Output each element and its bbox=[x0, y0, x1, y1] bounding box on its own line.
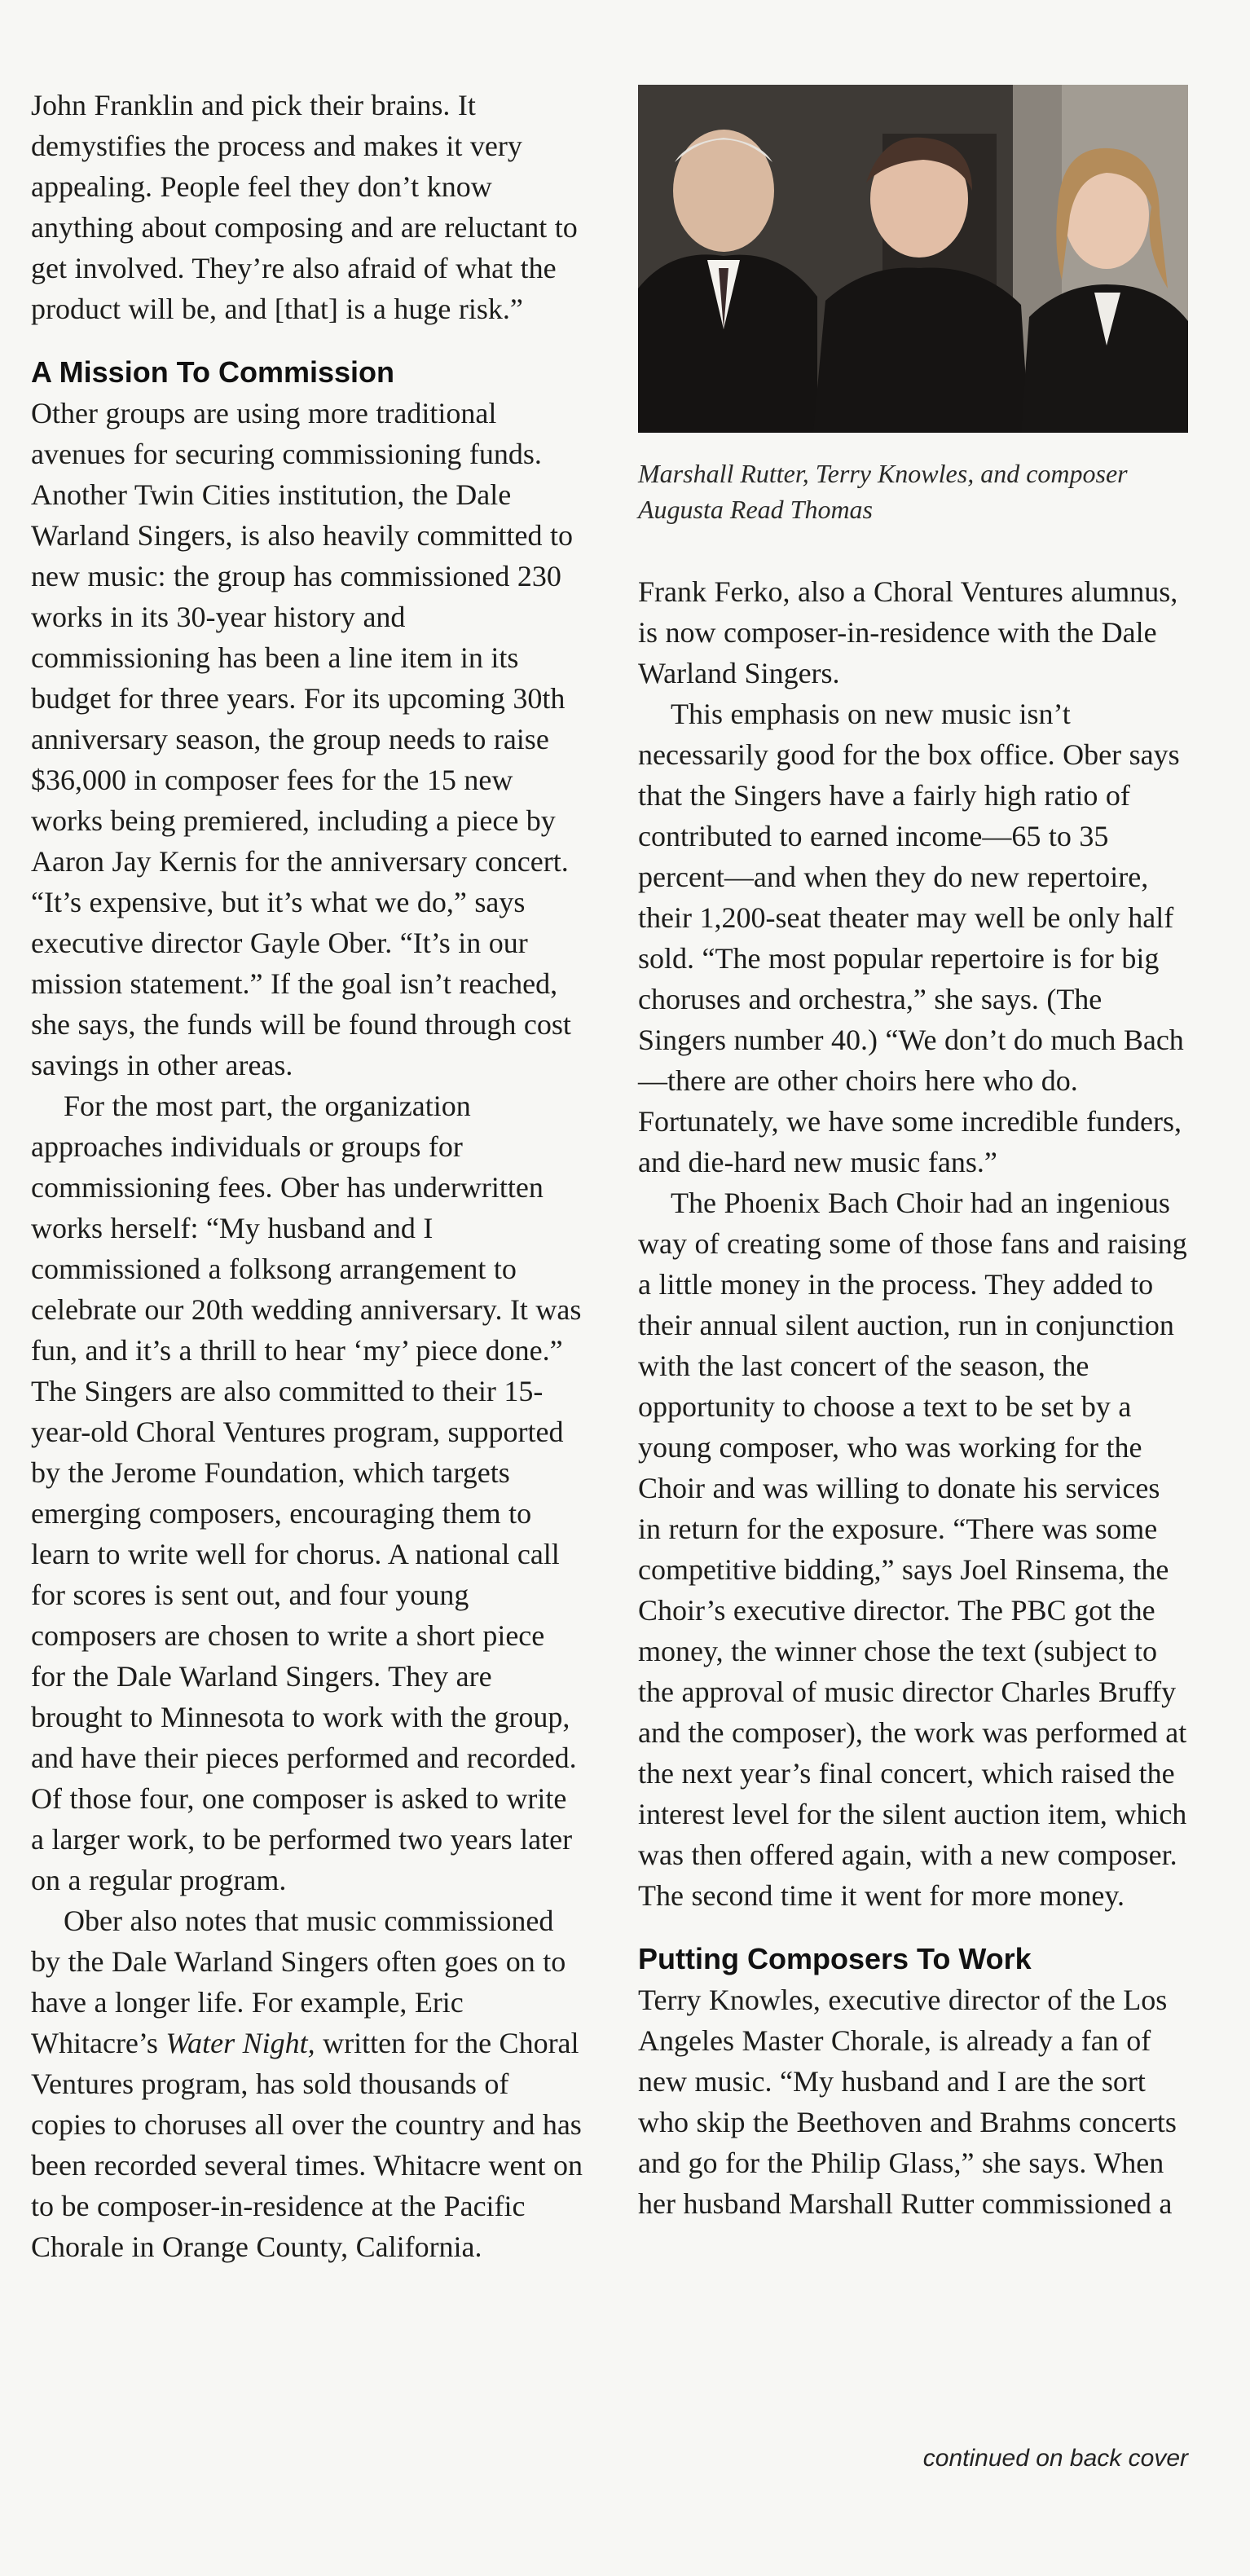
photo-caption: Marshall Rutter, Terry Knowles, and composer Augusta Read Thomas bbox=[638, 459, 1128, 524]
group-photo bbox=[638, 85, 1188, 433]
paragraph: Frank Ferko, also a Choral Ventures alumnus, is now composer-in-residence with the Dale Warland Singers. bbox=[638, 575, 1178, 689]
section-heading-composers: Putting Composers To Work bbox=[638, 1942, 1032, 1975]
right-column bbox=[638, 85, 1188, 2224]
paragraph: For the most part, the organization approaches individuals or groups for commissioning fees. Ober has underwritten works herself: “My husband and I commissioned a folksong arrangement to celebrate our 20th wedding anniversary. It was fun, and it’s a thrill to hear ‘my’ piece done.” The Singers are also committed to their 15-year-old Choral Ventures program, supported by the Jerome Foundation, which targets emerging composers, encouraging them to learn to write well for chorus. A national call for scores is sent out, and four young composers are chosen to write a short piece for the Dale Warland Singers. They are brought to Minnesota to work with the group, and have their pieces performed and recorded. Of those four, one composer is asked to write a larger work, to be performed two years later on a regular program. bbox=[31, 1090, 582, 1896]
text-run: Ober also notes that music commissioned by the Dale Warland Singers often goes on to have a longer life. For example, Eric Whitacre’s bbox=[31, 1904, 566, 2059]
paragraph: Terry Knowles, executive director of the Los Angeles Master Chorale, is already a fan of new music. “My husband and I are the sort who skip the Beethoven and Brahms concerts and go for the Philip Glass,” she says. When her husband Marshall Rutter commissioned a bbox=[638, 1984, 1177, 2220]
left-column bbox=[31, 85, 585, 2267]
text-run: written for the Choral Ventures program, has sold thousands of copies to choruses all over the country and has been recorded several times. Whitacre went on to be composer-in-residence at the Pacific Chorale in Orange County, California. bbox=[31, 2027, 583, 2263]
paragraph: The Phoenix Bach Choir had an ingenious way of creating some of those fans and raising a little money in the process. They added to their annual silent auction, run in conjunction with the last concert of the season, the opportunity to choose a text to be set by a young composer, who was working for the Choir and was willing to donate his services in return for the exposure. “There was some competitive bidding,” says Joel Rinsema, the Choir’s executive director. The PBC got the money, the winner chose the text (subject to the approval of music director Charles Bruffy and the composer), the work was performed at the next year’s final concert, which raised the interest level for the silent auction item, which was then offered again, with a new composer. The second time it went for more money. bbox=[638, 1187, 1187, 1912]
photo-illustration bbox=[638, 85, 1188, 433]
paragraph: This emphasis on new music isn’t necessarily good for the box office. Ober says that the Singers have a fairly high ratio of contributed to earned income—65 to 35 percent—and when they do new repertoire, their 1,200-seat theater may well be only half sold. “The most popular repertoire is for big choruses and orchestra,” she says. (The Singers number 40.) “We don’t do much Bach—there are other choirs here who do. Fortunately, we have some incredible funders, and die-hard new music fans.” bbox=[638, 698, 1184, 1178]
work-title: Water Night, bbox=[165, 2027, 315, 2059]
paragraph: Other groups are using more traditional avenues for securing commissioning funds. Another Twin Cities institution, the Dale Warland Singers, is also heavily committed to new music: the group has commissioned 230 works in its 30-year history and commissioning has been a line item in its budget for three years. For its upcoming 30th anniversary season, the group needs to raise $36,000 in composer fees for the 15 new works being premiered, including a piece by Aaron Jay Kernis for the anniversary concert. “It’s expensive, but it’s what we do,” says executive director Gayle Ober. “It’s in our mission statement.” If the goal isn’t reached, she says, the funds will be found through cost savings in other areas. bbox=[31, 397, 573, 1081]
continued-note: continued on back cover bbox=[922, 2445, 1188, 2472]
section-heading-mission: A Mission To Commission bbox=[31, 355, 395, 389]
paragraph: John Franklin and pick their brains. It demystifies the process and makes it very appealing. People feel they don’t know anything about composing and are reluctant to get involved. They’re also afraid of what the product will be, and [that] is a huge risk.” bbox=[31, 89, 578, 325]
right-body bbox=[638, 571, 1188, 2224]
paragraph-whitacre bbox=[31, 1900, 585, 2267]
